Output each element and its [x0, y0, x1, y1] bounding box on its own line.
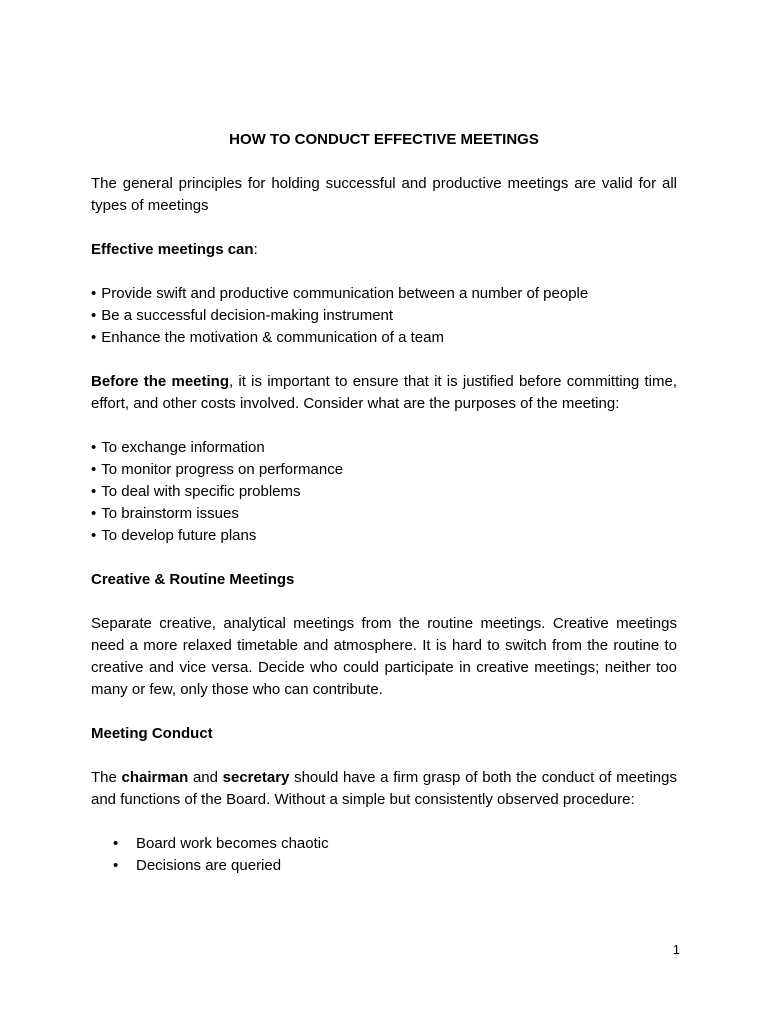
before-heading: Before the meeting [91, 373, 229, 390]
document-title: HOW TO CONDUCT EFFECTIVE MEETINGS [229, 131, 539, 148]
page-number: 1 [672, 942, 680, 957]
bullet-icon: • [113, 857, 119, 874]
list-item: • To exchange information [91, 437, 677, 459]
list-item: • To monitor progress on performance [91, 459, 677, 481]
before-paragraph [91, 371, 677, 415]
chairman-term: chairman [121, 769, 189, 786]
purposes-list [91, 437, 677, 547]
list-item-text: Decisions are queried [136, 857, 282, 874]
effective-list [91, 283, 677, 349]
list-item: • To brainstorm issues [91, 503, 677, 525]
effective-heading-colon: : [253, 241, 258, 258]
list-item: • To deal with specific problems [91, 481, 677, 503]
list-item: • Be a successful decision-making instrument [91, 305, 677, 327]
list-item-text: Board work becomes chaotic [136, 835, 329, 852]
document-body [91, 129, 677, 877]
conduct-text-the: The [91, 769, 117, 786]
list-item: • To develop future plans [91, 525, 677, 547]
conduct-text-rest: should have a firm grasp of both the conduct of meetings and functions of the Board. Without a simple but consistently observed procedure: [91, 769, 677, 808]
creative-heading: Creative & Routine Meetings [91, 571, 295, 588]
effective-heading: Effective meetings can [91, 241, 254, 258]
conduct-paragraph [91, 767, 677, 811]
list-item [91, 833, 677, 855]
consequences-list [91, 833, 677, 877]
secretary-term: secretary [222, 769, 290, 786]
conduct-text-and: and [192, 769, 218, 786]
bullet-icon: • [113, 835, 119, 852]
conduct-heading: Meeting Conduct [91, 725, 213, 742]
effective-heading-line [91, 239, 677, 261]
list-item [91, 855, 677, 877]
creative-paragraph: Separate creative, analytical meetings from the routine meetings. Creative meetings need a more relaxed timetable and atmosphere. It is hard to switch from the routine to creative and vice versa. Decide who could participate in creative meetings; neither too many or few, only those who can contribute. [91, 615, 677, 698]
before-text: , it is important to ensure that it is justified before committing time, effort, and other costs involved. Consider what are the purposes of the meeting: [91, 373, 677, 412]
list-item: • Enhance the motivation & communication of a team [91, 327, 677, 349]
intro-paragraph: The general principles for holding successful and productive meetings are valid for all types of meetings [91, 175, 677, 214]
list-item: • Provide swift and productive communication between a number of people [91, 283, 677, 305]
